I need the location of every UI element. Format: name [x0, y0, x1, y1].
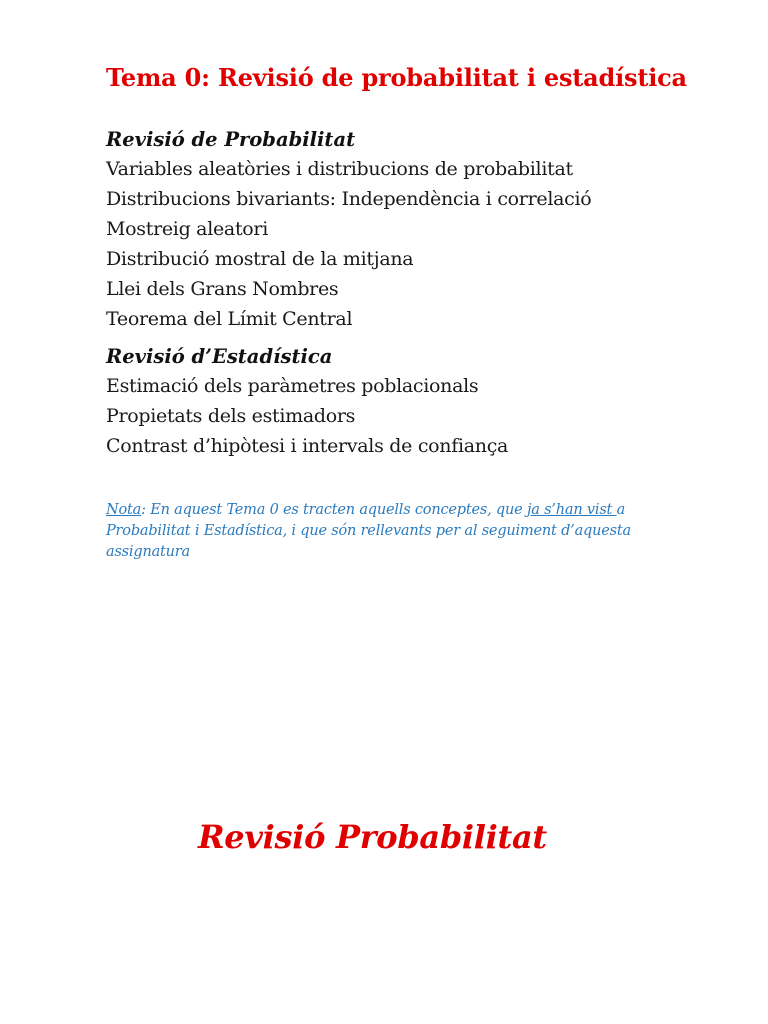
list-item: Propietats dels estimadors — [106, 405, 356, 427]
list-item: Distribució mostral de la mitjana — [106, 248, 414, 270]
list-item: Llei dels Grans Nombres — [106, 278, 339, 300]
note-underlined-text: ja s’han vist — [526, 501, 617, 518]
note-text-after: a Probabilitat i Estadística, i que són rellevants per al seguiment d’aquesta assignatura — [106, 501, 631, 560]
list-item: Contrast d’hipòtesi i intervals de confiança — [106, 435, 509, 457]
note-paragraph — [106, 500, 706, 563]
note-label: Nota — [106, 501, 142, 518]
section-heading: Revisió de Probabilitat — [106, 128, 356, 151]
list-item: Teorema del Límit Central — [106, 308, 353, 330]
page-title: Tema 0: Revisió de probabilitat i estadística — [106, 63, 687, 92]
note-text-before: : En aquest Tema 0 es tracten aquells conceptes, que — [141, 501, 527, 518]
topic-list — [106, 154, 591, 334]
section-probability-review — [106, 126, 591, 334]
list-item: Variables aleatòries i distribucions de probabilitat — [106, 158, 573, 180]
section-heading: Revisió d’Estadística — [106, 345, 333, 368]
list-item: Mostreig aleatori — [106, 218, 268, 240]
list-item: Estimació dels paràmetres poblacionals — [106, 375, 479, 397]
topic-list — [106, 371, 508, 461]
list-item: Distribucions bivariants: Independència i correlació — [106, 188, 592, 210]
section-statistics-review — [106, 343, 508, 461]
section-title-probability: Revisió Probabilitat — [198, 818, 547, 856]
